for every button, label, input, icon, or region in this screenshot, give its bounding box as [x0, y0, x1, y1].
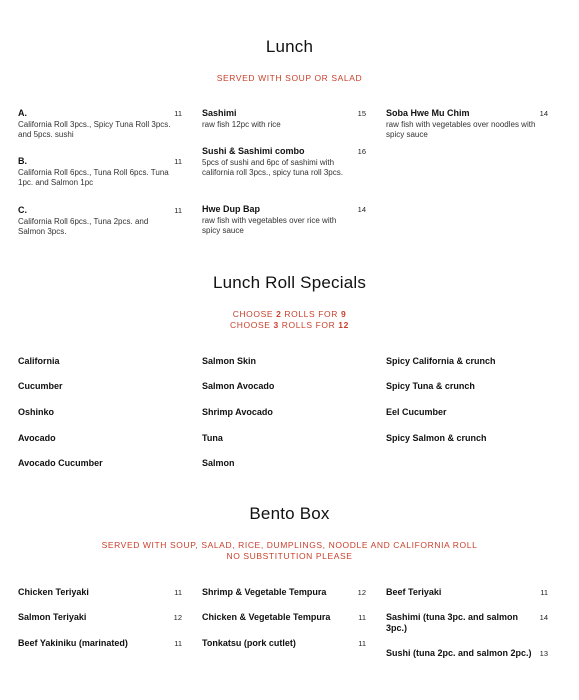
item-description: raw fish 12pc with rice	[202, 120, 281, 129]
item-price: 15	[357, 109, 366, 118]
bento-item	[386, 648, 552, 659]
roll-item: Shrimp Avocado	[202, 407, 273, 417]
roll-item: Spicy Tuna & crunch	[386, 381, 475, 391]
lunch-subtitle: SERVED WITH SOUP OR SALAD	[216, 73, 363, 83]
lunch-item-c	[18, 205, 186, 237]
roll-specials-offer-3: CHOOSE 3 ROLLS FOR 12	[230, 320, 349, 330]
bento-item	[18, 638, 186, 649]
item-description: raw fish with vegetables over rice with spicy sauce	[202, 216, 337, 235]
roll-item: Spicy California & crunch	[386, 356, 496, 366]
item-price: 12	[357, 588, 366, 597]
item-price: 11	[358, 639, 366, 648]
item-name: Shrimp & Vegetable Tempura	[202, 587, 327, 597]
item-name: Sushi (tuna 2pc. and salmon 2pc.)	[386, 648, 532, 658]
roll-item: Salmon	[202, 458, 235, 468]
roll-item: Oshinko	[18, 407, 55, 417]
lunch-item-sushi-sashimi-combo	[202, 146, 370, 178]
item-price: 11	[174, 157, 182, 166]
bento-item	[386, 612, 552, 634]
lunch-item-a	[18, 108, 186, 140]
item-price: 11	[358, 613, 366, 622]
item-name: C.	[18, 205, 27, 215]
item-name: Sushi & Sashimi combo	[202, 146, 305, 156]
lunch-item-b	[18, 156, 186, 188]
roll-item: Salmon Avocado	[202, 381, 275, 391]
item-name: Chicken & Vegetable Tempura	[202, 612, 331, 622]
item-price: 14	[357, 205, 366, 214]
roll-item: Avocado	[18, 433, 56, 443]
roll-specials-offer-2: CHOOSE 2 ROLLS FOR 9	[232, 309, 347, 319]
roll-specials-title: Lunch Roll Specials	[212, 273, 367, 292]
bento-item	[202, 638, 370, 649]
item-price: 11	[174, 639, 182, 648]
roll-item: Tuna	[202, 433, 223, 443]
item-description: 5pcs of sushi and 6pc of sashimi with california roll 3pcs., spicy tuna roll 3pcs.	[202, 158, 343, 177]
roll-item: Salmon Skin	[202, 356, 257, 366]
item-price: 13	[539, 649, 548, 658]
lunch-item-soba-hwe-mu-chim	[386, 108, 552, 140]
item-name: A.	[18, 108, 27, 118]
item-description: California Roll 6pcs., Tuna Roll 6pcs. Tuna 1pc. and Salmon 1pc	[18, 168, 169, 187]
bento-item	[18, 612, 186, 623]
item-name: Tonkatsu (pork cutlet)	[202, 638, 296, 648]
item-description: California Roll 6pcs., Tuna 2pcs. and Salmon 3pcs.	[18, 217, 149, 236]
item-name: Soba Hwe Mu Chim	[386, 108, 470, 118]
item-name: Beef Yakiniku (marinated)	[18, 638, 128, 648]
item-name: Sashimi	[202, 108, 237, 118]
item-name: Hwe Dup Bap	[202, 204, 261, 214]
roll-item: Cucumber	[18, 381, 63, 391]
bento-subtitle: SERVED WITH SOUP, SALAD, RICE, DUMPLINGS, NOODLE AND CALIFORNIA ROLL	[101, 540, 478, 550]
item-description: California Roll 3pcs., Spicy Tuna Roll 3pcs. and 5pcs. sushi	[18, 120, 171, 139]
item-price: 14	[539, 109, 548, 118]
item-name: Sashimi (tuna 3pc. and salmon 3pc.)	[386, 612, 519, 633]
item-price: 16	[357, 147, 366, 156]
roll-item: Eel Cucumber	[386, 407, 447, 417]
bento-item	[202, 612, 370, 623]
bento-item	[18, 587, 186, 598]
lunch-item-hwe-dup-bap	[202, 204, 370, 236]
roll-item: California	[18, 356, 60, 366]
item-description: raw fish with vegetables over noodles with spicy sauce	[386, 120, 536, 139]
item-price: 14	[539, 613, 548, 622]
bento-item	[386, 587, 552, 598]
item-price: 11	[174, 206, 182, 215]
item-name: B.	[18, 156, 27, 166]
item-name: Salmon Teriyaki	[18, 612, 87, 622]
roll-item: Avocado Cucumber	[18, 458, 103, 468]
lunch-title: Lunch	[265, 37, 314, 56]
item-price: 11	[540, 588, 548, 597]
item-price: 12	[173, 613, 182, 622]
item-price: 11	[174, 109, 182, 118]
bento-item	[202, 587, 370, 598]
item-name: Beef Teriyaki	[386, 587, 442, 597]
item-price: 11	[174, 588, 182, 597]
item-name: Chicken Teriyaki	[18, 587, 89, 597]
lunch-item-sashimi	[202, 108, 370, 130]
bento-subtitle-note: NO SUBSTITUTION PLEASE	[226, 551, 353, 561]
bento-title: Bento Box	[249, 504, 330, 523]
roll-item: Spicy Salmon & crunch	[386, 433, 487, 443]
